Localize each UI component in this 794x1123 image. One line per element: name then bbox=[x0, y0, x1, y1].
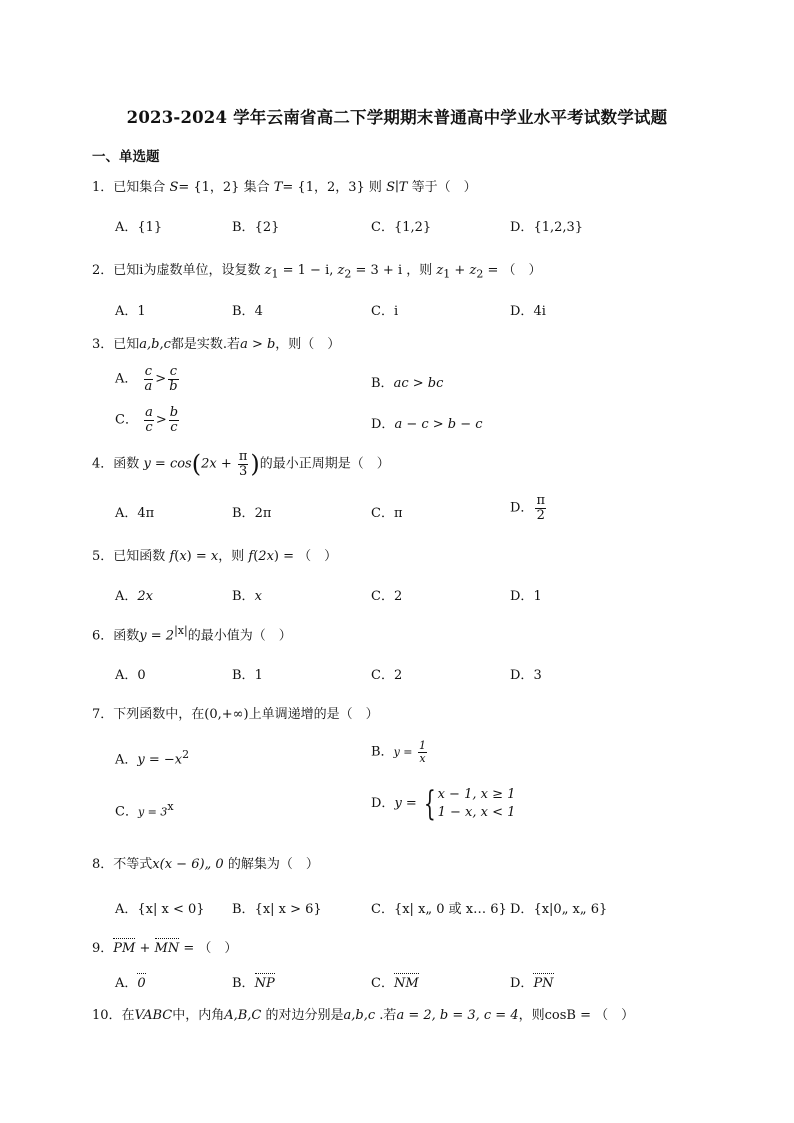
q5-option-a: A．2x bbox=[115, 589, 153, 604]
q2-option-a: A．1 bbox=[115, 304, 146, 319]
question-4: 4．函数 y = cos(2x + $\frac{\pi}{3}$ )的最小正周期是（ ） bbox=[92, 449, 390, 479]
q8-option-c: C．{x| x„ 0 或 x… 6} bbox=[371, 902, 507, 917]
q1-option-d: D．{1,2,3} bbox=[510, 220, 584, 235]
section-heading: 一、单选题 bbox=[92, 149, 160, 165]
question-3: 3．已知a,b,c都是实数.若a > b，则（ ） bbox=[92, 337, 341, 352]
question-7: 7．下列函数中，在(0,+∞)上单调递增的是（ ） bbox=[92, 707, 379, 722]
question-5: 5．已知函数 f(x) = x，则 f(2x) = （ ） bbox=[92, 549, 338, 564]
q3-option-a: A． $\frac{c}{a}$ > $\frac{c}{b}$ bbox=[115, 364, 178, 394]
question-6: 6．函数$y = 2^{|x|}$的最小值为（ ） bbox=[92, 624, 292, 644]
q6-option-c: C．2 bbox=[371, 668, 403, 683]
q6-option-a: A．0 bbox=[115, 668, 146, 683]
q4-option-b: B．2π bbox=[232, 506, 272, 521]
q9-option-a: A．0 bbox=[115, 976, 146, 991]
q2-option-b: B．4 bbox=[232, 304, 263, 319]
q3-option-c: C． $\frac{a}{c}$ > $\frac{b}{c}$ bbox=[115, 405, 179, 435]
q6-option-d: D．3 bbox=[510, 668, 542, 683]
q7-option-b: B．y = $\frac{1}{x}$ bbox=[371, 739, 426, 765]
q8-option-a: A．{x| x < 0} bbox=[115, 902, 205, 917]
q7-option-c: C．$y = 3^x$ bbox=[115, 800, 174, 820]
question-2: 2．已知i为虚数单位，设复数 $z_1 = 1 - i$, $z_2 = 3 + i$ ，则 $z_1 + z_2$ = （ ） bbox=[92, 263, 542, 281]
q8-option-d: D．{x|0„ x„ 6} bbox=[510, 902, 608, 917]
q5-option-c: C．2 bbox=[371, 589, 403, 604]
question-8: 8．不等式x(x − 6)„ 0 的解集为（ ） bbox=[92, 857, 319, 872]
q1-option-a: A．{1} bbox=[115, 220, 163, 235]
q9-option-d: D．PN bbox=[510, 976, 554, 991]
q8-option-b: B．{x| x > 6} bbox=[232, 902, 322, 917]
question-10: 10．在VABC中，内角A,B,C 的对边分别是a,b,c .若a = 2, b = 3, c = 4，则cosB = （ ） bbox=[92, 1008, 635, 1023]
q3-option-b: B．ac > bc bbox=[371, 376, 444, 391]
q5-option-d: D．1 bbox=[510, 589, 542, 604]
question-9: 9．PM + MN = （ ） bbox=[92, 941, 238, 956]
q3-option-d: D．a − c > b − c bbox=[371, 417, 483, 432]
q4-option-c: C．π bbox=[371, 506, 403, 521]
q4-option-d: D． $\frac{\pi}{2}$ bbox=[510, 493, 545, 523]
q7-option-d: D．y = { x − 1, x ≥ 1 1 − x, x < 1 bbox=[371, 783, 516, 824]
q1-option-c: C．{1,2} bbox=[371, 220, 432, 235]
q4-option-a: A．4π bbox=[115, 506, 155, 521]
q1-option-b: B．{2} bbox=[232, 220, 280, 235]
page-title: 2023-2024 学年云南省高二下学期期末普通高中学业水平考试数学试题 bbox=[126, 108, 668, 127]
q5-option-b: B．x bbox=[232, 589, 262, 604]
q6-option-b: B．1 bbox=[232, 668, 263, 683]
q7-option-a: A．$y = -x^2$ bbox=[115, 748, 190, 768]
q9-option-b: B．NP bbox=[232, 976, 275, 991]
question-1: 1．已知集合 S= {1，2} 集合 T= {1，2，3} 则 S∣T 等于（ ） bbox=[92, 180, 477, 195]
q9-option-c: C．NM bbox=[371, 976, 419, 991]
q2-option-c: C．i bbox=[371, 304, 399, 319]
q2-option-d: D．4i bbox=[510, 304, 546, 319]
